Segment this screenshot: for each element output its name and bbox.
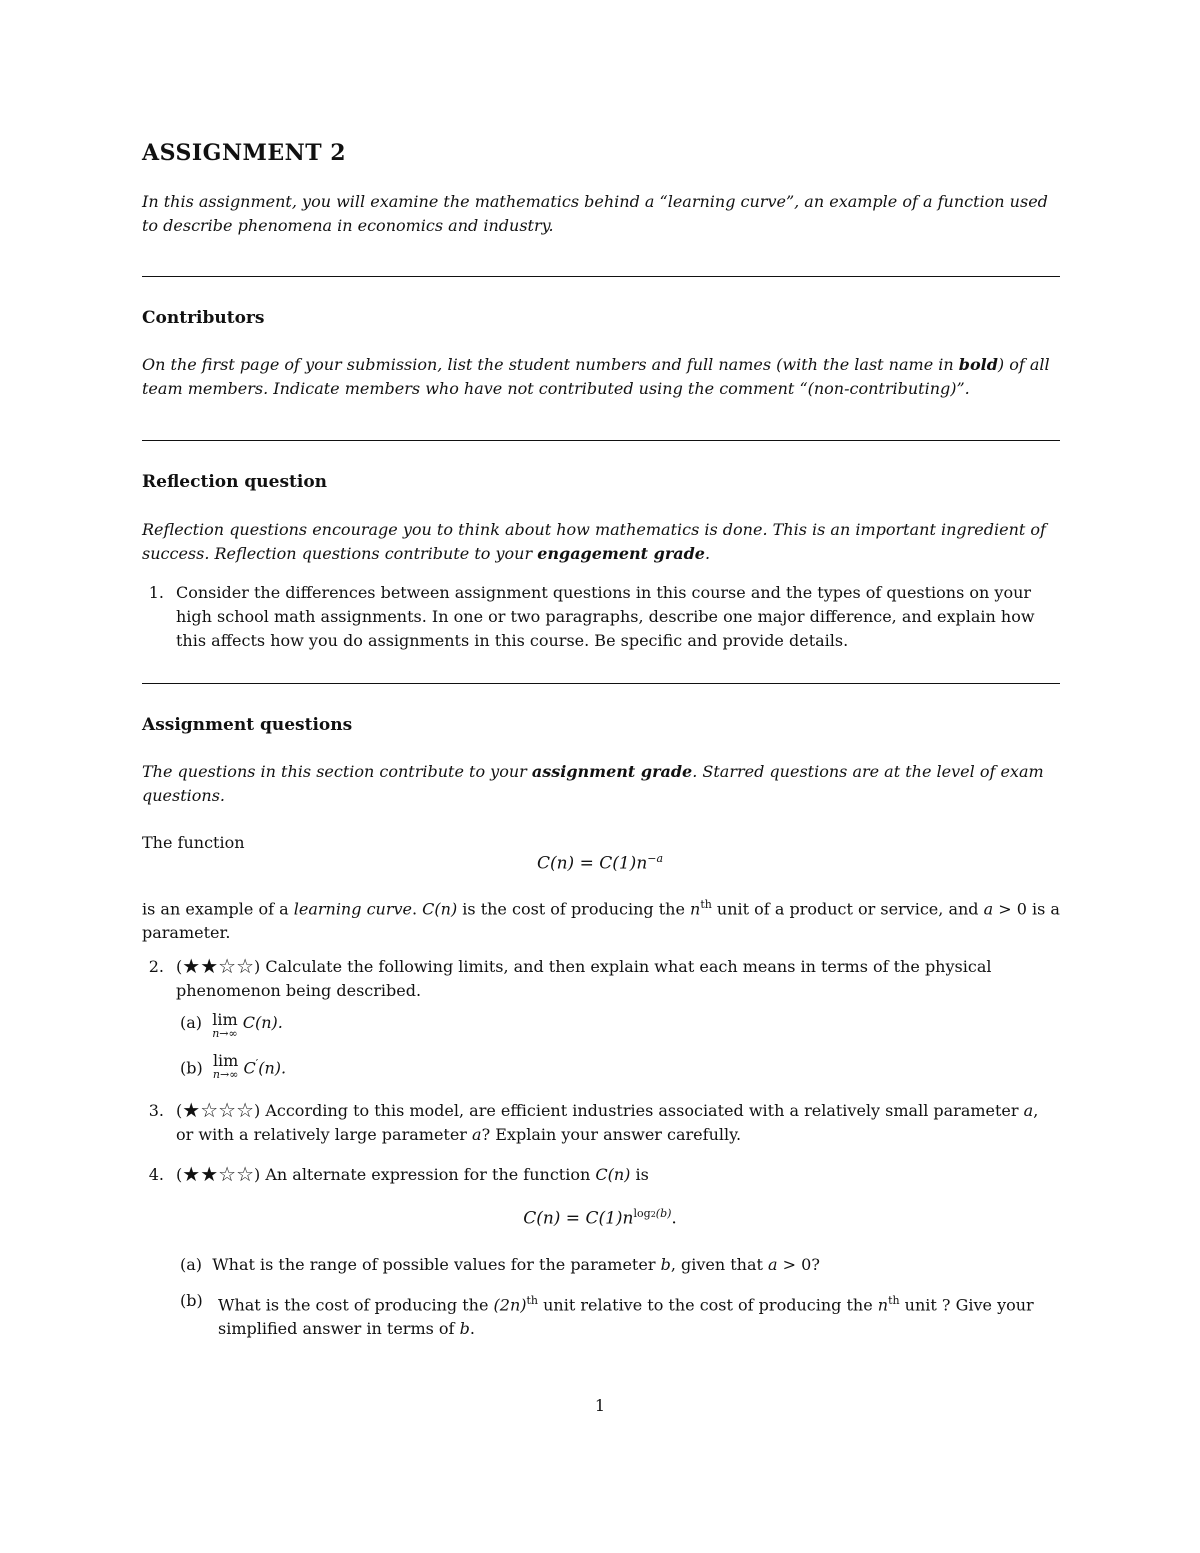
question-4a	[180, 1253, 1060, 1277]
equation-exponent-arg: (b)	[655, 1207, 672, 1220]
limit-expression: C(n).	[242, 1013, 283, 1032]
empty-star-icon: ☆	[218, 954, 237, 978]
contributors-heading: Contributors	[142, 308, 265, 328]
equation-exponent: −a	[647, 852, 664, 865]
subquestion-text: What is the range of possible values for the parameter	[212, 1255, 661, 1274]
empty-star-icon: ☆	[236, 1098, 254, 1122]
subquestion-label: (a)	[180, 1255, 203, 1274]
question-body: Calculate the following limits, and then explain what each means in terms of the physical phenomenon being described.	[176, 957, 992, 1000]
reflection-bold: engagement grade	[537, 544, 705, 563]
filled-star-icon: ★	[182, 1098, 201, 1122]
limit-subscript: n→∞	[212, 1068, 239, 1081]
equation-text: C(n) = C(1)n	[536, 853, 648, 874]
reflection-text-2: .	[704, 544, 711, 563]
question-body: ? Explain your answer carefully.	[481, 1125, 742, 1144]
subquestion-math: b	[660, 1255, 671, 1274]
desc-text: is an example of a	[142, 899, 294, 919]
reflection-heading: Reflection question	[142, 472, 328, 492]
question-2b	[180, 1052, 286, 1080]
limit-expression: C	[243, 1058, 256, 1078]
subquestion-text: > 0?	[777, 1255, 820, 1274]
question-body: According to this model, are efficient industries associated with a relatively small parameter	[265, 1101, 1024, 1120]
divider	[142, 440, 1060, 441]
page-title: ASSIGNMENT 2	[142, 140, 347, 166]
equation-alternate	[0, 1207, 1200, 1229]
question-text: (★☆☆☆) According to this model, are efficient industries associated with a relatively small parameter a, or with a relatively large parameter a? Explain your answer carefully.	[176, 1098, 1039, 1144]
filled-star-icon: ★	[182, 1162, 201, 1186]
subquestion-superscript: th	[888, 1294, 900, 1307]
equation-text: C(n) = C(1)n	[523, 1208, 634, 1229]
function-description	[142, 893, 1060, 945]
question-text: Consider the differences between assignment questions in this course and the types of questions on your high school math assignments. In one or two paragraphs, describe one major difference, and explain how this affects how you do assignments in this course. Be specific and provide details.	[176, 583, 1035, 650]
question-2a	[180, 1011, 283, 1039]
difficulty-stars	[182, 954, 254, 978]
desc-math: n	[690, 899, 701, 919]
subquestion-math: (2n)	[493, 1295, 527, 1315]
assignment-heading: Assignment questions	[142, 715, 353, 735]
subquestion-text: .	[469, 1319, 475, 1339]
filled-star-icon: ★	[200, 954, 219, 978]
question-4b	[180, 1289, 1060, 1341]
question-body: An alternate expression for the function	[265, 1165, 596, 1184]
page-number: 1	[594, 1396, 606, 1415]
desc-text: .	[411, 899, 423, 919]
question-body: , or with a relatively large parameter	[176, 1101, 1039, 1144]
limit-text: lim	[212, 1010, 238, 1029]
contributors-text-2: ) of all team members. Indicate members who have not contributed using the comment “(non-contributing)”.	[142, 355, 1050, 398]
subquestion-text: unit relative to the cost of producing the	[538, 1295, 878, 1315]
desc-superscript: th	[700, 898, 712, 911]
desc-text: is the cost of producing the	[457, 899, 691, 919]
subquestion-text: What is the cost of producing the	[218, 1295, 494, 1315]
desc-text: unit of a product or service, and	[711, 899, 984, 919]
desc-learning-curve: learning curve	[293, 899, 412, 919]
subquestion-text-block	[218, 1289, 1060, 1341]
desc-text: > 0 is a parameter.	[142, 899, 1060, 943]
subquestion-label: (b)	[180, 1058, 203, 1078]
subquestion-math: a	[768, 1255, 778, 1274]
subquestion-math: n	[877, 1295, 889, 1315]
subquestion-label: (b)	[180, 1291, 203, 1310]
divider	[142, 683, 1060, 684]
divider	[142, 276, 1060, 277]
subquestion-label: (a)	[180, 1013, 203, 1032]
contributors-text-1: On the first page of your submission, list the student numbers and full names (with the last name in	[142, 355, 959, 374]
question-math: a	[472, 1125, 482, 1144]
contributors-bold: bold	[958, 355, 998, 374]
limit-expression: (n).	[258, 1058, 287, 1078]
question-math: a	[1023, 1101, 1034, 1120]
difficulty-stars	[182, 1098, 254, 1122]
question-number: 1.	[148, 583, 164, 602]
empty-star-icon: ☆	[218, 1162, 237, 1186]
limit-text: lim	[212, 1051, 239, 1070]
subquestion-text: unit ? Give your simplified answer in terms of	[218, 1295, 1034, 1339]
limit-operator	[212, 1011, 237, 1039]
question-text: (★★☆☆) Calculate the following limits, and then explain what each means in terms of the physical phenomenon being described.	[176, 954, 992, 1000]
subquestion-text: , given that	[670, 1255, 769, 1274]
assignment-text-1: The questions in this section contribute to your	[142, 762, 532, 781]
question-text: (★★☆☆) An alternate expression for the function C(n) is	[176, 1162, 649, 1186]
limit-operator	[213, 1052, 238, 1080]
empty-star-icon: ☆	[236, 954, 254, 978]
empty-star-icon: ☆	[218, 1098, 237, 1122]
difficulty-stars	[182, 1162, 254, 1186]
equation-learning-curve	[0, 852, 1200, 874]
subquestion-math: b	[459, 1319, 470, 1339]
limit-subscript: n→∞	[212, 1027, 238, 1040]
equation-exponent: log	[633, 1207, 651, 1220]
assignment-text-2: . Starred questions are at the level of exam questions.	[142, 762, 1044, 805]
reflection-text-1: Reflection questions encourage you to think about how mathematics is done. This is an important ingredient of success. Reflection questions contribute to your	[142, 520, 1046, 563]
function-intro: The function	[142, 833, 245, 852]
prime-mark: ′	[255, 1057, 259, 1070]
contributors-text	[142, 353, 1060, 401]
desc-math: C(n)	[422, 899, 458, 919]
desc-math: a	[983, 899, 994, 919]
question-number: 3.	[148, 1101, 164, 1120]
subquestion-superscript: th	[526, 1294, 539, 1307]
question-number: 2.	[148, 957, 164, 976]
question-number: 4.	[148, 1165, 164, 1184]
intro-paragraph: In this assignment, you will examine the mathematics behind a “learning curve”, an example of a function used to describe phenomena in economics and industry.	[142, 192, 1048, 235]
assignment-bold: assignment grade	[531, 762, 693, 781]
question-body: is	[630, 1165, 649, 1184]
filled-star-icon: ★	[200, 1162, 219, 1186]
question-math: C(n)	[595, 1165, 631, 1184]
equation-exponent-sub: 2	[650, 1210, 656, 1219]
assignment-intro	[142, 760, 1060, 808]
empty-star-icon: ☆	[236, 1162, 254, 1186]
reflection-text	[142, 518, 1060, 566]
equation-end: .	[671, 1208, 677, 1229]
filled-star-icon: ★	[182, 954, 201, 978]
empty-star-icon: ☆	[200, 1098, 219, 1122]
